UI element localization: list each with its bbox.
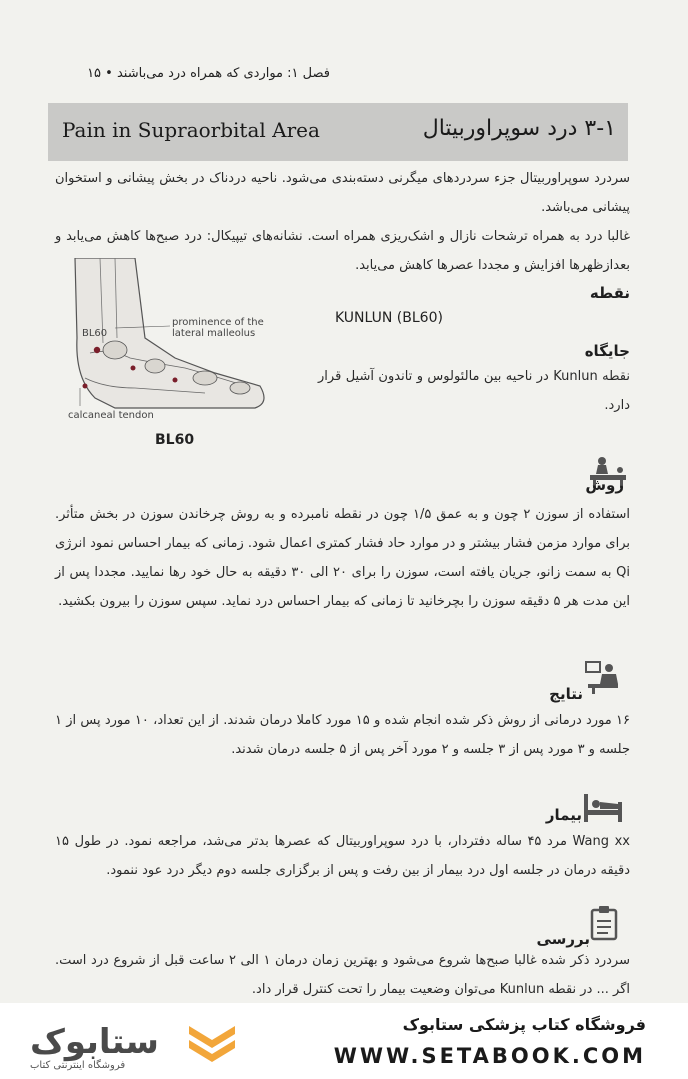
review-text: سردرد ذکر شده غالبا صبح‌ها شروع می‌شود و بهترین زمان درمان ۱ الی ۲ ساعت قبل از شروع درد است. اگر ... در نقطه Kunlun می‌توان وضعیت بیمار را تحت کنترل قرار داد. bbox=[55, 953, 630, 997]
store-logo-icon bbox=[185, 1020, 239, 1070]
figure-label-bl60: BL60 bbox=[82, 328, 108, 339]
location-heading: جایگاه bbox=[584, 342, 630, 360]
results-icon bbox=[584, 660, 622, 694]
store-url[interactable]: WWW.SETABOOK.COM bbox=[333, 1044, 646, 1068]
section-title-bar bbox=[48, 103, 628, 161]
intro-paragraph-2: غالبا درد به همراه ترشحات نازال و اشک‌ریزی همراه است. نشانه‌های تیپیکال: درد صبح‌ها کاهش می‌یابد و بعدازظهرها افزایش و مجددا عصرها کاهش می‌یابد. bbox=[55, 229, 630, 273]
clipboard-icon bbox=[590, 905, 618, 941]
patient-bed-icon bbox=[582, 792, 624, 824]
running-header: فصل ۱: مواردی که همراه درد می‌باشند • ۱۵ bbox=[87, 66, 330, 81]
method-text: استفاده از سوزن ۲ چون و به عمق ۱/۵ چون در نقطه نامبرده و به روش چرخاندن سوزن در بخش متأثر. برای موارد مزمن فشار بیشتر و در موارد حاد فشار کمتری اعمال شود. زمانی که بیمار احساس نمود انرژی Qi به سمت زانو، جریان یافته است، سوزن را برای ۲۰ الی ۳۰ دقیقه به حال خود رها نمایید. مجددا پس از این مدت هر ۵ دقیقه سوزن را بچرخانید تا زمانی که بیمار احساس درد نماید. سپس سوزن را بیرون بکشید. bbox=[55, 507, 630, 609]
store-logo-subtitle: فروشگاه اینترنتی کتاب bbox=[30, 1060, 126, 1071]
figure-label-tendon: calcaneal tendon bbox=[68, 410, 154, 421]
store-logo-text: ستابوک bbox=[30, 1022, 159, 1062]
section-title-english: Pain in Supraorbital Area bbox=[62, 118, 320, 142]
results-heading: نتایج bbox=[549, 685, 583, 703]
results-text: ۱۶ مورد درمانی از روش ذکر شده انجام شده و ۱۵ مورد کاملا درمان شدند. از این تعداد، ۱۰ مورد پس از ۱ جلسه و ۳ مورد پس از ۳ جلسه و ۲ مورد آخر پس از ۵ جلسه درمان شدند. bbox=[55, 713, 630, 757]
review-heading: بررسی bbox=[536, 930, 590, 948]
point-name: KUNLUN (BL60) bbox=[335, 310, 443, 326]
point-heading: نقطه bbox=[589, 284, 630, 302]
bl60-point-marker bbox=[94, 347, 100, 353]
store-name: فروشگاه کتاب پزشکی ستابوک bbox=[402, 1015, 646, 1034]
intro-paragraph-1: سردرد سوپراوربیتال جزء سردردهای میگرنی دسته‌بندی می‌شود. ناحیه دردناک در بخش پیشانی و استخوان پیشانی می‌باشد. bbox=[55, 171, 630, 215]
method-heading: روش bbox=[585, 476, 624, 494]
figure-caption: BL60 bbox=[155, 432, 195, 448]
section-title-persian: ۳-۱ درد سوپراوربیتال bbox=[422, 116, 616, 141]
location-text: نقطه Kunlun در ناحیه بین مالئولوس و تاندون آشیل قرار دارد. bbox=[318, 369, 630, 413]
patient-heading: بیمار bbox=[545, 806, 582, 824]
patient-text: Wang xx مرد ۴۵ ساله دفتردار، با درد سوپراوربیتال که عصرها بدتر می‌شد، مراجعه نمود. در طول ۱۵ دقیقه درمان در جلسه اول درد بیمار از بین رفت و پس از برگزاری جلسه دوم دیگر درد عود ننمود. bbox=[55, 834, 630, 878]
figure-label-prominence: prominence of the lateral malleolus bbox=[172, 317, 264, 339]
